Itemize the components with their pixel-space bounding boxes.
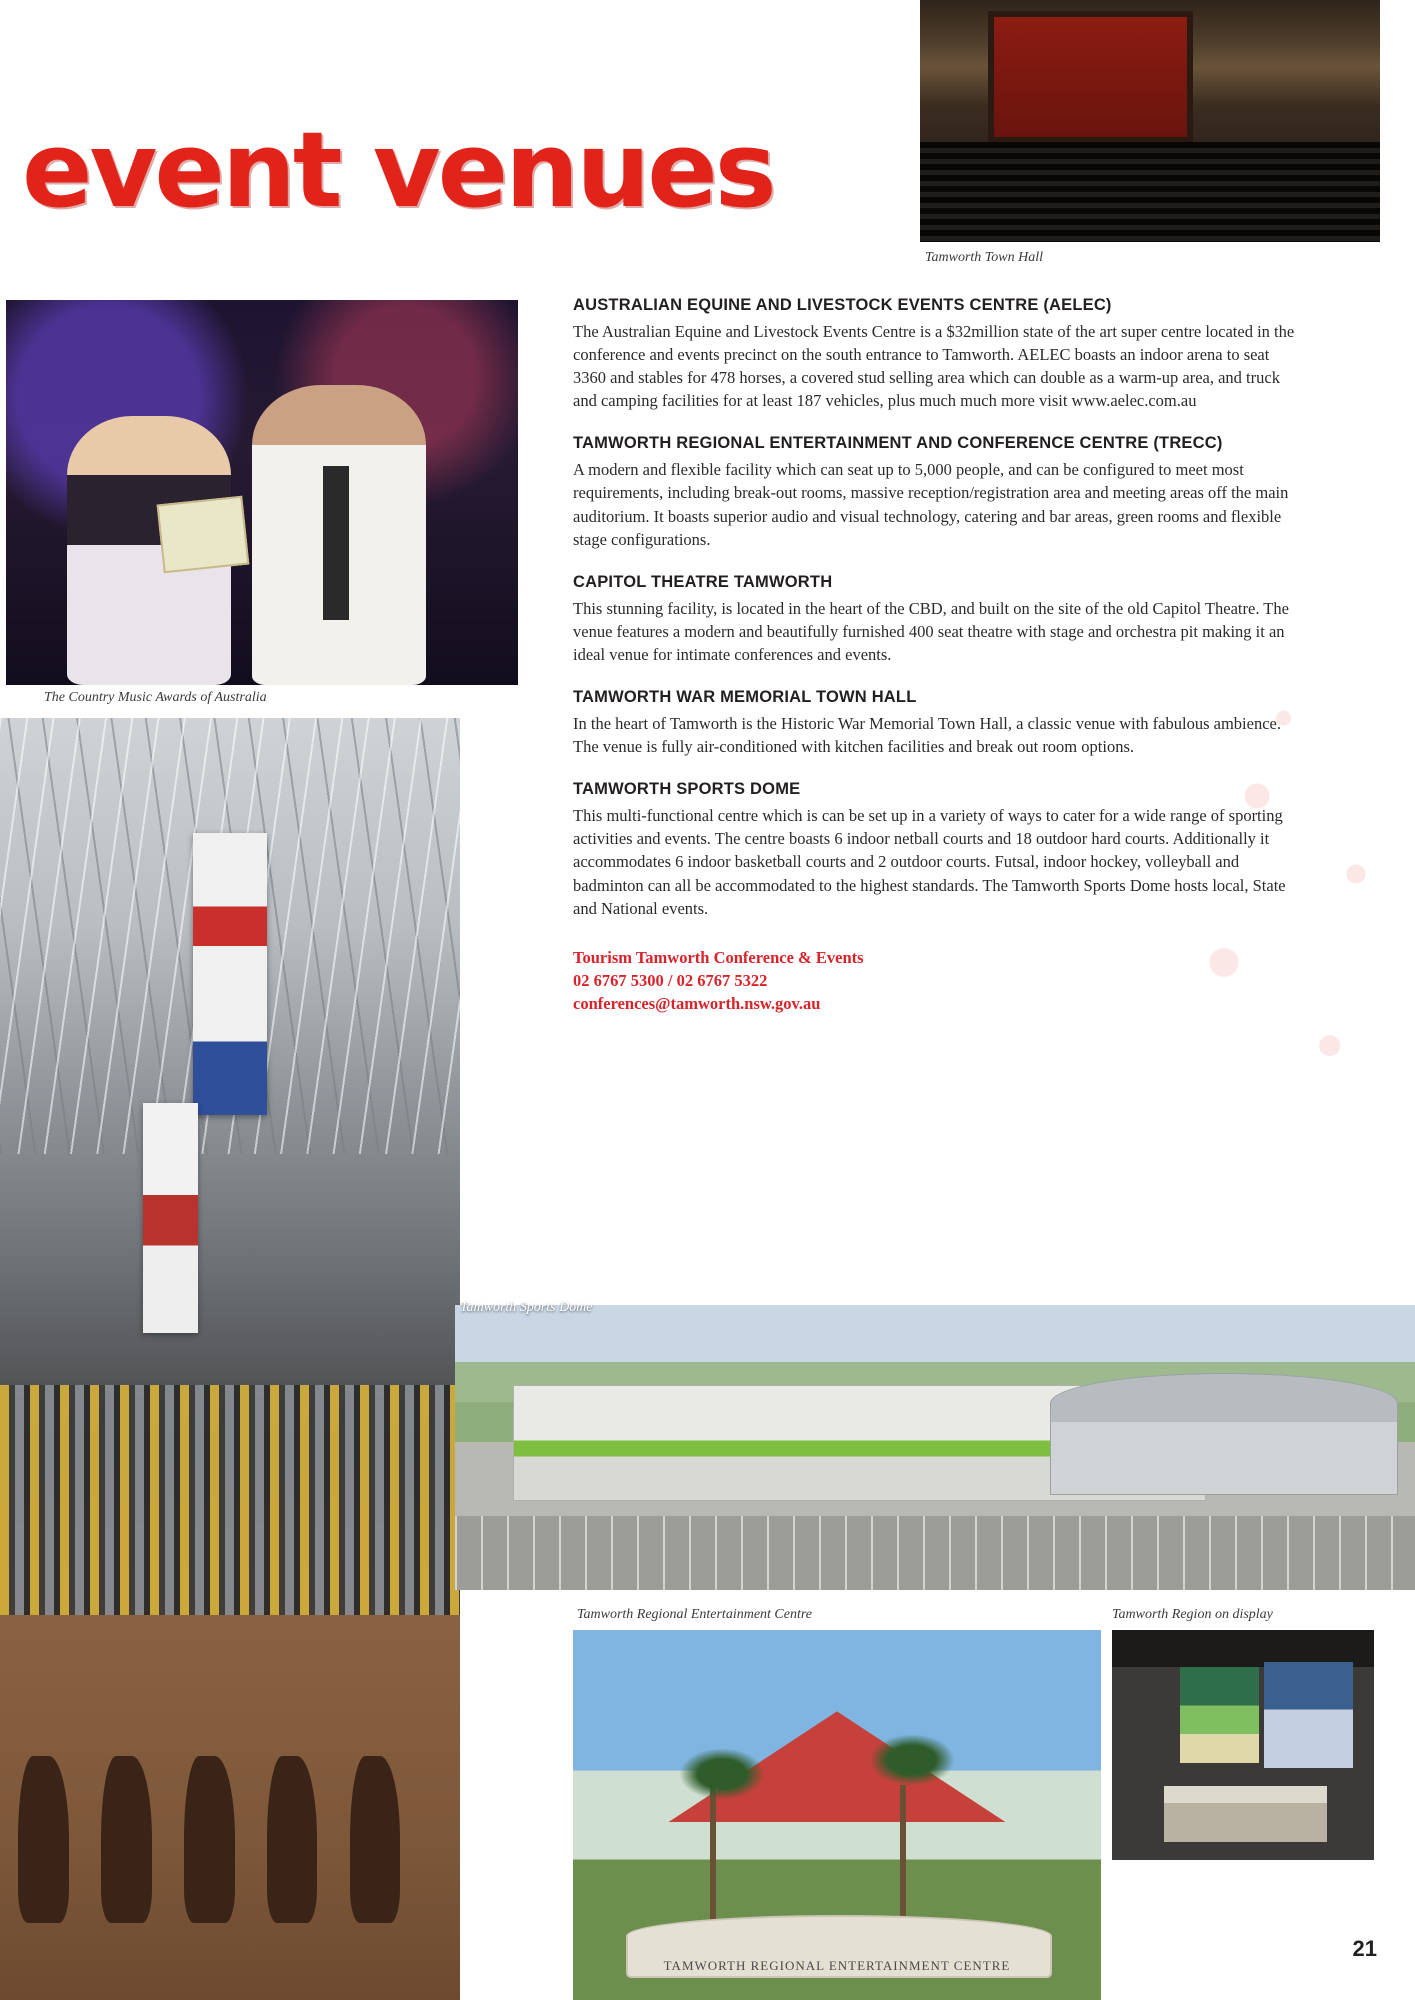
section-sports-dome-heading: TAMWORTH SPORTS DOME <box>573 780 801 799</box>
display-panel-right <box>1264 1662 1353 1768</box>
section-trecc-body: A modern and flexible facility which can seat up to 5,000 people, and can be configured to meet most requirements, including break-out rooms, massive reception/registration area and meeting areas off the main auditorium. It boasts superior audio and visual technology, catering and bar areas, green rooms and flexible stage configurations. <box>573 460 1289 549</box>
section-trecc <box>573 434 1305 550</box>
page-title: event venues <box>22 109 774 231</box>
trecc-caption: Tamworth Regional Entertainment Centre <box>577 1607 813 1622</box>
contact-email[interactable]: conferences@tamworth.nsw.gov.au <box>573 993 821 1013</box>
country-music-awards-photo <box>6 300 518 685</box>
tamworth-region-on-display-photo <box>1112 1630 1374 1860</box>
section-aelec-heading: AUSTRALIAN EQUINE AND LIVESTOCK EVENTS CENTRE (AELEC) <box>573 296 1112 314</box>
trecc-palm-tree-left <box>710 1785 716 1940</box>
dome-horse-rider-4 <box>267 1756 318 1923</box>
venues-text-column <box>573 296 1305 1015</box>
region-on-display-caption: Tamworth Region on display <box>1112 1607 1273 1622</box>
contact-phone[interactable]: 02 6767 5300 / 02 6767 5322 <box>573 970 768 990</box>
section-sports-dome <box>573 780 1305 919</box>
section-trecc-heading: TAMWORTH REGIONAL ENTERTAINMENT AND CONFERENCE CENTRE (TRECC) <box>573 434 1223 453</box>
trecc-palm-fronds-right <box>869 1734 955 1786</box>
awards-plaque <box>156 496 249 574</box>
tamworth-town-hall-caption: Tamworth Town Hall <box>925 250 1044 265</box>
tamworth-town-hall-photo <box>920 0 1380 242</box>
section-sports-dome-body: This multi-functional centre which is can be set up in a variety of ways to cater for a wide range of sporting activities and events. The centre boasts 6 indoor netball courts and 18 outdoor hard courts. Additionally it accommodates 6 indoor basketball courts and 2 outdoor courts. Futsal, indoor hockey, volleyball and badminton can all be accommodated to the highest standards. The Tamworth Sports Dome hosts local, State and National events. <box>573 806 1286 918</box>
country-music-awards-caption: The Country Music Awards of Australia <box>44 690 267 705</box>
page-number: 21 <box>1352 1936 1377 1961</box>
dome-horse-rider-2 <box>101 1756 152 1923</box>
dome-banner-secondary <box>143 1103 198 1334</box>
tamworth-regional-entertainment-centre-photo <box>573 1630 1101 2000</box>
section-capitol-theatre-heading: CAPITOL THEATRE TAMWORTH <box>573 572 833 591</box>
contact-block <box>573 946 1305 1015</box>
dome-horse-rider-3 <box>184 1756 235 1923</box>
dome-horse-rider-5 <box>350 1756 401 1923</box>
section-war-memorial-town-hall-body: In the heart of Tamworth is the Historic War Memorial Town Hall, a classic venue with fabulous ambience. The venue is fully air-conditioned with kitchen facilities and break out room options. <box>573 714 1281 757</box>
dome-banner-nrcha <box>193 833 267 1115</box>
dome-crowd-seating <box>0 1385 460 1641</box>
dome-exterior-carpark <box>455 1516 1415 1590</box>
dome-horse-rider-1 <box>18 1756 69 1923</box>
section-war-memorial-town-hall-heading: TAMWORTH WAR MEMORIAL TOWN HALL <box>573 688 917 707</box>
trecc-palm-fronds-left <box>679 1748 765 1800</box>
section-aelec <box>573 296 1305 412</box>
section-aelec-body: The Australian Equine and Livestock Events Centre is a $32million state of the art super centre located in the conference and events precinct on the south entrance to Tamworth. AELEC boasts an indoor arena to seat 3360 and stables for 478 horses, a covered stud selling area which can double as a warm-up area, and truck and camping facilities for at least 187 vehicles, plus much much more visit www.aelec.com.au <box>573 322 1295 411</box>
section-capitol-theatre-body: This stunning facility, is located in the heart of the CBD, and built on the site of the old Capitol Theatre. The venue features a modern and beautifully furnished 400 seat theatre with stage and orchestra pit making it an ideal venue for intimate conferences and events. <box>573 598 1289 664</box>
contact-organisation: Tourism Tamworth Conference & Events <box>573 947 864 967</box>
display-panel-left <box>1180 1667 1259 1764</box>
tamworth-sports-dome-caption: Tamworth Sports Dome <box>460 1300 593 1315</box>
section-war-memorial-town-hall <box>573 688 1305 758</box>
dome-exterior-arena-shed <box>1050 1373 1398 1495</box>
tamworth-sports-dome-interior-photo <box>0 718 460 2000</box>
tamworth-sports-dome-exterior-photo <box>455 1305 1415 1590</box>
awards-tie <box>323 466 349 620</box>
display-counter <box>1164 1786 1326 1841</box>
section-capitol-theatre <box>573 573 1305 666</box>
trecc-sign-text: TAMWORTH REGIONAL ENTERTAINMENT CENTRE <box>663 1958 1011 1974</box>
